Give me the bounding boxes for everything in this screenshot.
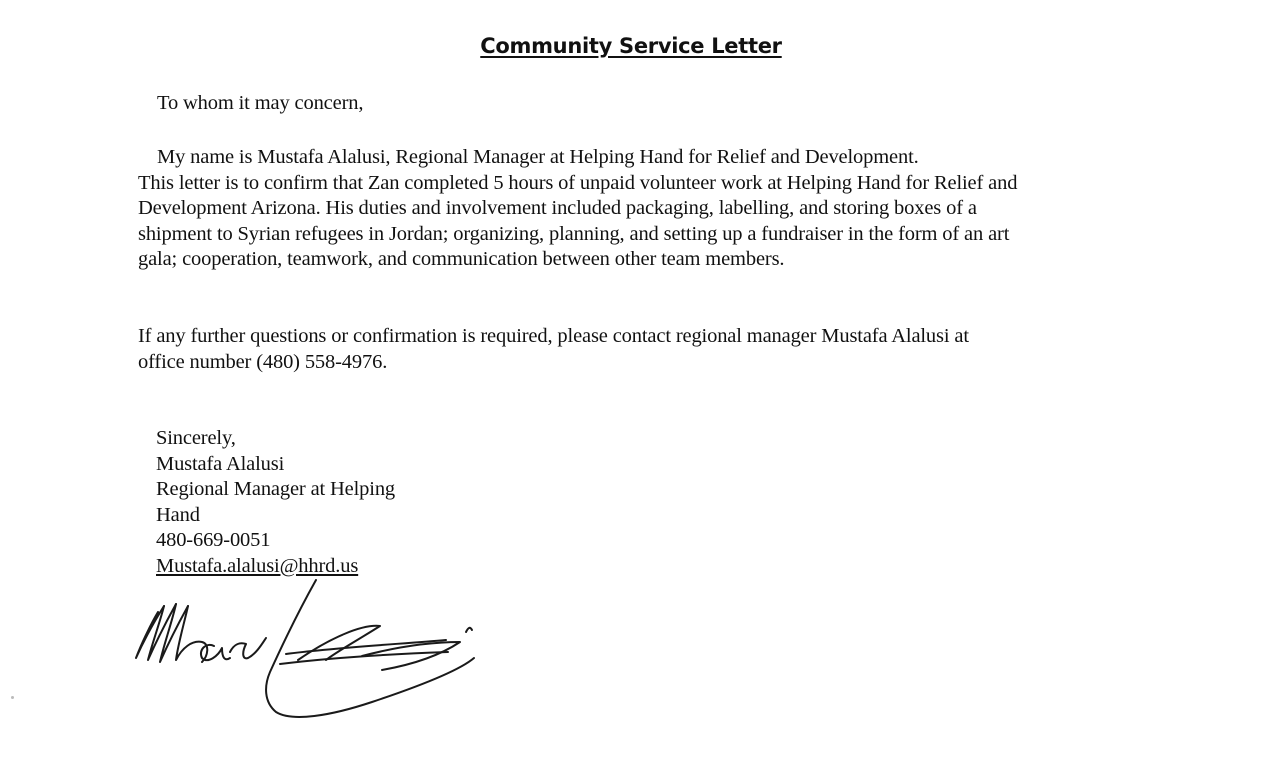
paragraph-line: gala; cooperation, teamwork, and communication between other team members. [138, 248, 785, 270]
handwritten-signature-icon [130, 560, 500, 725]
signature-block [156, 426, 395, 579]
paragraph-line: My name is Mustafa Alalusi, Regional Manager at Helping Hand for Relief and Development. [157, 146, 919, 168]
signer-name: Mustafa Alalusi [156, 452, 285, 475]
closing-salutation: Sincerely, [156, 427, 236, 449]
greeting: To whom it may concern, [157, 92, 364, 114]
paragraph-line: office number (480) 558-4976. [138, 350, 388, 373]
signer-phone: 480-669-0051 [156, 529, 271, 551]
body-paragraph-1 [138, 145, 1017, 273]
signer-email-link[interactable]: Mustafa.alalusi@hhrd.us [156, 554, 359, 577]
paragraph-line: Development Arizona. His duties and involvement included packaging, labelling, and storing boxes of a [138, 197, 977, 219]
paragraph-line: shipment to Syrian refugees in Jordan; organizing, planning, and setting up a fundraiser in the form of an art [138, 222, 1010, 245]
body-paragraph-2 [138, 324, 969, 375]
letter-title: Community Service Letter [480, 34, 782, 58]
signer-title-continued: Hand [156, 503, 200, 526]
signer-title: Regional Manager at Helping [156, 478, 396, 500]
paragraph-line: This letter is to confirm that Zan completed 5 hours of unpaid volunteer work at Helping Hand for Relief and [138, 171, 1018, 194]
scan-speck [11, 696, 14, 699]
paragraph-line: If any further questions or confirmation is required, please contact regional manager Mustafa Alalusi at [138, 325, 969, 347]
